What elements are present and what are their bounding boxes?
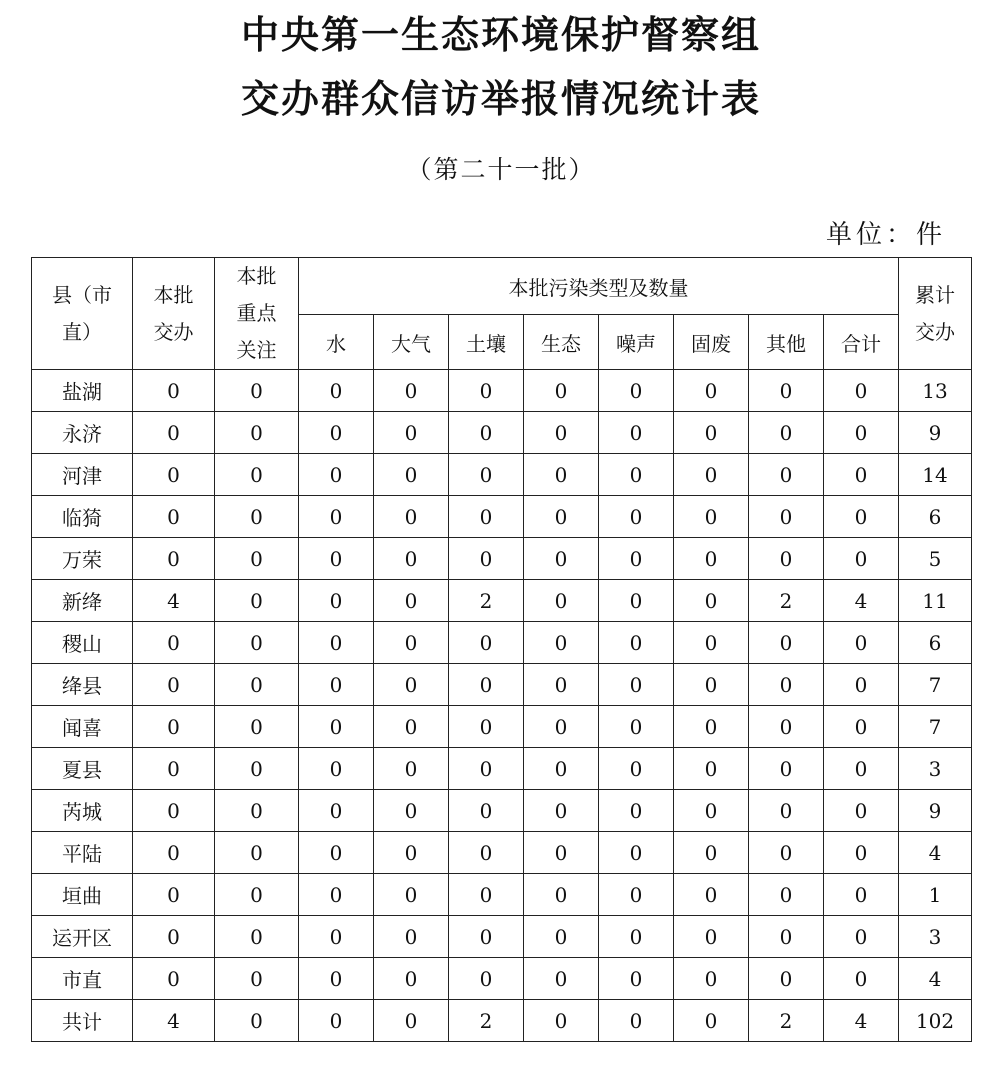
- table-cell: 0: [599, 664, 674, 706]
- table-cell: 4: [899, 958, 972, 1000]
- table-cell: 0: [449, 664, 524, 706]
- table-cell: 0: [599, 538, 674, 580]
- table-cell: 3: [899, 748, 972, 790]
- table-cell: 5: [899, 538, 972, 580]
- header-type-5: 固废: [674, 315, 749, 370]
- table-cell: 0: [299, 538, 374, 580]
- table-row: [32, 748, 972, 790]
- table-cell: 0: [524, 1000, 599, 1042]
- table-cell: 0: [449, 874, 524, 916]
- county-name-cell: 河津: [32, 454, 133, 496]
- table-cell: 0: [449, 496, 524, 538]
- table-cell: 0: [374, 790, 449, 832]
- table-cell: 0: [133, 622, 215, 664]
- table-cell: 0: [215, 664, 299, 706]
- table-row: [32, 496, 972, 538]
- table-cell: 0: [374, 916, 449, 958]
- table-row: [32, 412, 972, 454]
- table-cell: 0: [133, 370, 215, 412]
- unit-label: 单位：件: [825, 220, 946, 250]
- table-cell: 0: [299, 496, 374, 538]
- table-cell: 0: [824, 706, 899, 748]
- table-cell: 0: [599, 370, 674, 412]
- table-cell: 0: [299, 412, 374, 454]
- table-cell: 0: [524, 958, 599, 1000]
- table-row: [32, 664, 972, 706]
- header-batch-focus: [215, 258, 299, 370]
- table-row: [32, 370, 972, 412]
- table-cell: 0: [133, 706, 215, 748]
- header-pollution-group-label: 本批污染类型及数量: [508, 275, 689, 300]
- table-cell: 0: [674, 958, 749, 1000]
- table-cell: 0: [215, 580, 299, 622]
- table-cell: 0: [374, 874, 449, 916]
- table-cell: 0: [599, 1000, 674, 1042]
- table-cell: 0: [133, 874, 215, 916]
- table-cell: 0: [215, 538, 299, 580]
- county-name-cell: 市直: [32, 958, 133, 1000]
- table-cell: 0: [824, 370, 899, 412]
- table-cell: 0: [599, 958, 674, 1000]
- county-name-cell: 绛县: [32, 664, 133, 706]
- header-pollution-group: [299, 258, 899, 315]
- table-row: [32, 706, 972, 748]
- table-cell: 0: [824, 916, 899, 958]
- table-cell: 0: [824, 454, 899, 496]
- county-name-cell: 共计: [32, 1000, 133, 1042]
- table-cell: 0: [449, 832, 524, 874]
- table-cell: 0: [215, 832, 299, 874]
- table-cell: 0: [824, 664, 899, 706]
- table-cell: 0: [374, 706, 449, 748]
- table-row: [32, 580, 972, 622]
- header-type-1: 大气: [374, 315, 449, 370]
- table-cell: 0: [524, 580, 599, 622]
- table-cell: 0: [133, 454, 215, 496]
- table-cell: 0: [674, 790, 749, 832]
- county-name-cell: 平陆: [32, 832, 133, 874]
- table-cell: 0: [133, 958, 215, 1000]
- table-cell: 0: [599, 496, 674, 538]
- table-cell: 0: [299, 370, 374, 412]
- table-cell: 0: [749, 832, 824, 874]
- table-cell: 0: [674, 622, 749, 664]
- table-cell: 0: [824, 496, 899, 538]
- table-cell: 0: [674, 748, 749, 790]
- table-cell: 0: [749, 664, 824, 706]
- table-cell: 0: [524, 496, 599, 538]
- table-cell: 0: [374, 622, 449, 664]
- table-cell: 0: [374, 958, 449, 1000]
- table-cell: 7: [899, 664, 972, 706]
- county-name-cell: 稷山: [32, 622, 133, 664]
- table-row: [32, 832, 972, 874]
- statistics-table: [31, 257, 972, 1042]
- table-cell: 0: [524, 454, 599, 496]
- table-cell: 2: [449, 580, 524, 622]
- table-cell: 0: [215, 706, 299, 748]
- table-row: [32, 622, 972, 664]
- table-cell: 0: [133, 664, 215, 706]
- table-cell: 0: [215, 790, 299, 832]
- table-cell: 0: [449, 916, 524, 958]
- county-name-cell: 盐湖: [32, 370, 133, 412]
- table-cell: 11: [899, 580, 972, 622]
- table-cell: 0: [449, 706, 524, 748]
- county-name-cell: 运开区: [32, 916, 133, 958]
- header-batch-focus-label: 本批重点关注: [236, 264, 277, 362]
- table-cell: 0: [674, 706, 749, 748]
- table-cell: 0: [374, 454, 449, 496]
- table-cell: 0: [133, 832, 215, 874]
- table-cell: 0: [524, 622, 599, 664]
- table-cell: 0: [824, 622, 899, 664]
- table-cell: 0: [749, 874, 824, 916]
- table-cell: 0: [599, 454, 674, 496]
- county-name-cell: 芮城: [32, 790, 133, 832]
- table-cell: 2: [749, 1000, 824, 1042]
- table-cell: 0: [674, 454, 749, 496]
- table-cell: 0: [599, 412, 674, 454]
- table-row: [32, 958, 972, 1000]
- title-line-2: 交办群众信访举报情况统计表: [240, 76, 761, 121]
- table-cell: 0: [299, 1000, 374, 1042]
- table-cell: 0: [749, 916, 824, 958]
- header-county-label: 县（市直）: [52, 282, 112, 344]
- table-cell: 0: [599, 916, 674, 958]
- table-cell: 0: [599, 622, 674, 664]
- table-cell: 0: [299, 706, 374, 748]
- table-cell: 0: [374, 370, 449, 412]
- table-cell: 0: [524, 916, 599, 958]
- table-cell: 0: [749, 496, 824, 538]
- table-cell: 0: [215, 496, 299, 538]
- table-cell: 0: [824, 538, 899, 580]
- table-cell: 0: [299, 664, 374, 706]
- table-cell: 0: [749, 706, 824, 748]
- table-cell: 0: [299, 874, 374, 916]
- header-type-6: 其他: [749, 315, 824, 370]
- table-cell: 0: [749, 370, 824, 412]
- table-cell: 0: [824, 790, 899, 832]
- table-cell: 4: [133, 580, 215, 622]
- table-cell: 0: [215, 1000, 299, 1042]
- table-cell: 4: [824, 580, 899, 622]
- table-cell: 0: [299, 748, 374, 790]
- county-name-cell: 永济: [32, 412, 133, 454]
- table-cell: 0: [133, 916, 215, 958]
- table-cell: 0: [674, 916, 749, 958]
- table-row: [32, 790, 972, 832]
- table-cell: 0: [674, 370, 749, 412]
- table-cell: 0: [299, 958, 374, 1000]
- header-batch-assigned: [133, 258, 215, 370]
- table-cell: 0: [599, 874, 674, 916]
- table-cell: 0: [215, 916, 299, 958]
- table-cell: 0: [215, 874, 299, 916]
- table-cell: 0: [674, 580, 749, 622]
- table-cell: 0: [674, 1000, 749, 1042]
- table-cell: 0: [749, 538, 824, 580]
- table-cell: 0: [599, 832, 674, 874]
- header-type-2: 土壤: [449, 315, 524, 370]
- table-cell: 0: [133, 748, 215, 790]
- table-cell: 0: [449, 412, 524, 454]
- table-cell: 2: [449, 1000, 524, 1042]
- table-cell: 0: [215, 412, 299, 454]
- table-cell: 0: [824, 958, 899, 1000]
- total-row: [32, 1000, 972, 1042]
- table-cell: 0: [749, 958, 824, 1000]
- table-cell: 0: [524, 706, 599, 748]
- table-cell: 3: [899, 916, 972, 958]
- county-name-cell: 新绛: [32, 580, 133, 622]
- table-cell: 0: [449, 958, 524, 1000]
- table-cell: 0: [674, 832, 749, 874]
- batch-subtitle: （第二十一批）: [406, 155, 596, 184]
- table-cell: 9: [899, 790, 972, 832]
- table-cell: 0: [374, 1000, 449, 1042]
- table-body: [32, 370, 972, 1042]
- table-cell: 0: [524, 748, 599, 790]
- table-cell: 0: [299, 916, 374, 958]
- header-type-7: 合计: [824, 315, 899, 370]
- table-cell: 0: [449, 454, 524, 496]
- table-cell: 0: [824, 748, 899, 790]
- table-cell: 0: [524, 664, 599, 706]
- header-batch-assigned-label: 本批交办: [153, 282, 194, 344]
- header-type-0: 水: [299, 315, 374, 370]
- header-cumulative-label: 累计交办: [915, 282, 955, 344]
- table-cell: 0: [215, 454, 299, 496]
- table-cell: 0: [674, 412, 749, 454]
- table-row: [32, 916, 972, 958]
- table-cell: 0: [133, 538, 215, 580]
- county-name-cell: 闻喜: [32, 706, 133, 748]
- table-cell: 0: [449, 622, 524, 664]
- table-cell: 0: [215, 370, 299, 412]
- table-cell: 0: [524, 538, 599, 580]
- table-cell: 14: [899, 454, 972, 496]
- table-cell: 0: [215, 622, 299, 664]
- table-cell: 0: [599, 580, 674, 622]
- table-cell: 0: [524, 832, 599, 874]
- table-cell: 102: [899, 1000, 972, 1042]
- table-cell: 2: [749, 580, 824, 622]
- table-cell: 0: [215, 748, 299, 790]
- table-cell: 0: [749, 622, 824, 664]
- table-cell: 0: [374, 538, 449, 580]
- county-name-cell: 垣曲: [32, 874, 133, 916]
- table-cell: 4: [133, 1000, 215, 1042]
- county-name-cell: 临猗: [32, 496, 133, 538]
- table-cell: 4: [824, 1000, 899, 1042]
- table-cell: 0: [524, 370, 599, 412]
- table-cell: 0: [449, 538, 524, 580]
- header-type-3: 生态: [524, 315, 599, 370]
- title-line-1: 中央第一生态环境保护督察组: [240, 12, 761, 57]
- table-cell: 0: [299, 790, 374, 832]
- header-row-top: [32, 258, 972, 315]
- table-cell: 0: [299, 832, 374, 874]
- table-cell: 1: [899, 874, 972, 916]
- table-cell: 9: [899, 412, 972, 454]
- table-cell: 0: [215, 958, 299, 1000]
- header-type-4: 噪声: [599, 315, 674, 370]
- table-cell: 0: [749, 748, 824, 790]
- table-cell: 0: [674, 874, 749, 916]
- table-cell: 0: [824, 412, 899, 454]
- header-cumulative: [899, 258, 972, 370]
- table-cell: 0: [524, 790, 599, 832]
- table-cell: 0: [449, 748, 524, 790]
- table-cell: 0: [824, 832, 899, 874]
- table-cell: 0: [674, 664, 749, 706]
- table-cell: 0: [599, 706, 674, 748]
- table-cell: 0: [749, 412, 824, 454]
- table-cell: 0: [299, 580, 374, 622]
- table-cell: 0: [374, 664, 449, 706]
- table-cell: 0: [674, 538, 749, 580]
- table-cell: 0: [133, 412, 215, 454]
- table-cell: 0: [374, 412, 449, 454]
- table-cell: 0: [133, 496, 215, 538]
- table-cell: 0: [599, 790, 674, 832]
- table-cell: 0: [749, 790, 824, 832]
- table-cell: 7: [899, 706, 972, 748]
- table-cell: 0: [449, 790, 524, 832]
- table-cell: 0: [599, 748, 674, 790]
- header-county: [32, 258, 133, 370]
- table-cell: 0: [749, 454, 824, 496]
- table-cell: 0: [449, 370, 524, 412]
- table-cell: 4: [899, 832, 972, 874]
- table-cell: 0: [374, 496, 449, 538]
- county-name-cell: 夏县: [32, 748, 133, 790]
- table-row: [32, 538, 972, 580]
- table-cell: 0: [524, 874, 599, 916]
- table-cell: 0: [374, 748, 449, 790]
- table-cell: 0: [133, 790, 215, 832]
- table-cell: 0: [374, 832, 449, 874]
- county-name-cell: 万荣: [32, 538, 133, 580]
- table-row: [32, 454, 972, 496]
- table-cell: 0: [524, 412, 599, 454]
- table-cell: 0: [824, 874, 899, 916]
- table-cell: 0: [674, 496, 749, 538]
- table-cell: 13: [899, 370, 972, 412]
- table-cell: 6: [899, 496, 972, 538]
- table-cell: 0: [374, 580, 449, 622]
- table-cell: 0: [299, 454, 374, 496]
- table-cell: 6: [899, 622, 972, 664]
- table-row: [32, 874, 972, 916]
- table-cell: 0: [299, 622, 374, 664]
